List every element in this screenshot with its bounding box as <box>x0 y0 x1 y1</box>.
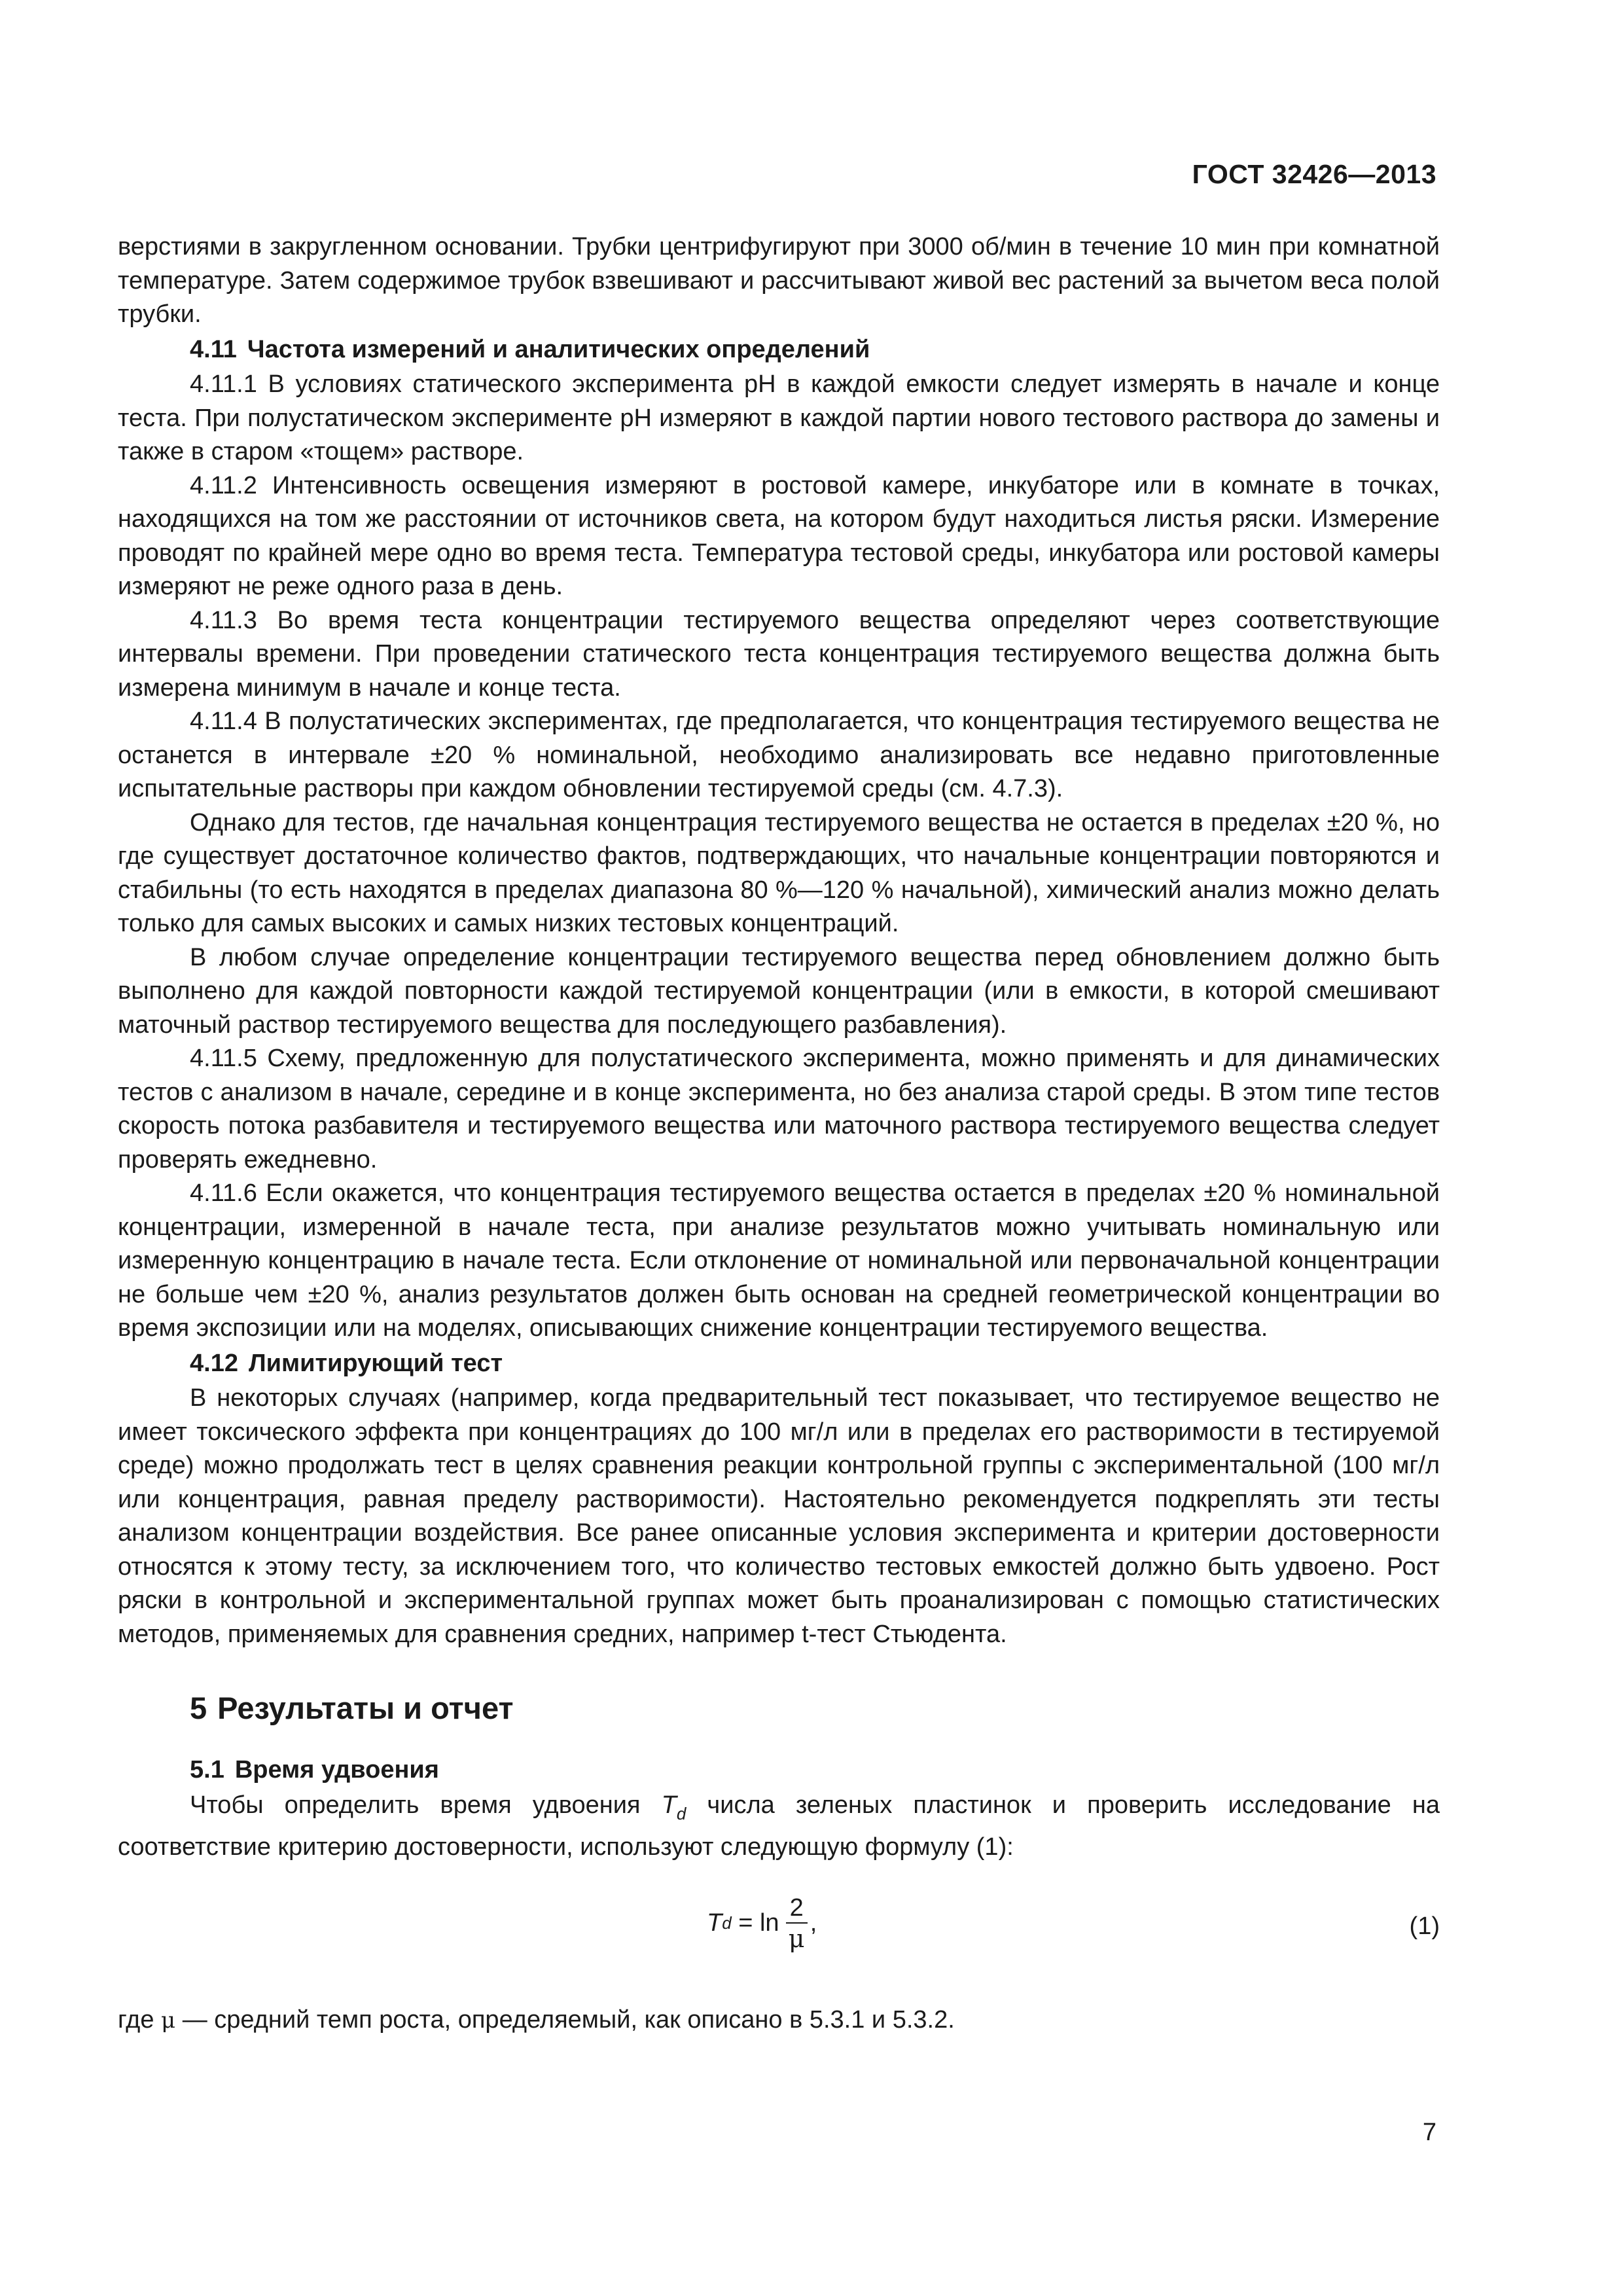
section-title: Лимитирующий тест <box>248 1349 503 1377</box>
page-number: 7 <box>1422 2119 1436 2146</box>
paragraph-4-11-2: 4.11.2 Интенсивность освещения измеряют в ростовой камере, инкубаторе или в комнате в точках, находящихся на том же расстоянии от источников света, на котором будут находиться листья ряски. Измерение проводят по крайней мере одно во время теста. Температура тестовой среды, инкубатора или ростовой камеры измеряют не реже одного раза в день. <box>118 471 1440 600</box>
document-body <box>118 230 1440 2037</box>
paragraph-continued: верстиями в закругленном основании. Трубки центрифугируют при 3000 об/мин в течение 10 мин при комнатной температуре. Затем содержимое трубок взвешивают и рассчитывают живой вес растений за вычетом веса полой трубки. <box>118 233 1440 328</box>
section-number: 5.1 <box>190 1756 224 1784</box>
document-header: ГОСТ 32426—2013 <box>1192 159 1436 189</box>
paragraph-4-11-1: 4.11.1 В условиях статического эксперимента pH в каждой емкости следует измерять в начале и конце теста. При полустатическом эксперименте pH измеряют в каждой партии нового тестового раствора до замены и также в старом «тощем» растворе. <box>118 370 1440 465</box>
paragraph-where <box>118 2003 1440 2038</box>
subscript-d: d <box>676 1803 687 1823</box>
formula-equals-ln: = ln <box>731 1909 779 1937</box>
section-number: 4.12 <box>190 1349 238 1377</box>
section-title: Частота измерений и аналитических определений <box>247 335 870 363</box>
section-heading-4-12 <box>118 1347 1440 1381</box>
paragraph-4-11-3: 4.11.3 Во время теста концентрации тестируемого вещества определяют через соответствующие интервалы времени. При проведении статического теста концентрация тестируемого вещества должна быть измерена минимум в начале и конце теста. <box>118 606 1440 702</box>
formula-denominator: μ <box>788 1924 805 1953</box>
paragraph-4-11-6: 4.11.6 Если окажется, что концентрация тестируемого вещества остается в пределах ±20 % номинальной концентрации, измеренной в начале теста, при анализе результатов можно учитывать номинальную или измеренную концентрацию в начале теста. Если отклонение от номинальной или первоначальной концентрации не больше чем ±20 %, анализ результатов должен быть основан на средней геометрической концентрации во время экспозиции или на моделях, описывающих снижение концентрации тестируемого вещества. <box>118 1179 1440 1342</box>
section-number: 4.11 <box>190 335 237 363</box>
section-heading-4-11 <box>118 333 1440 367</box>
paragraph-4-11-5: 4.11.5 Схему, предложенную для полустатического эксперимента, можно применять и для динамических тестов с анализом в начале, середине и в конце эксперимента, но без анализа старой среды. В этом типе тестов скорость потока разбавителя и тестируемого вещества или маточного раствора тестируемого вещества следует проверять ежедневно. <box>118 1045 1440 1174</box>
chapter-title: Результаты и отчет <box>217 1691 514 1725</box>
section-heading-5-1 <box>118 1753 1440 1787</box>
equation-number: (1) <box>1409 1912 1440 1940</box>
text-run: — средний темп роста, определяемый, как описано в 5.3.1 и 5.3.2. <box>175 2005 955 2034</box>
formula-fraction <box>786 1893 808 1954</box>
paragraph-4-11-4-c: В любом случае определение концентрации тестируемого вещества перед обновлением должно быть выполнено для каждой повторности каждой тестируемой концентрации (или в емкости, в которой смешивают маточный раствор тестируемого вещества для последующего разбавления). <box>118 943 1440 1039</box>
section-title: Время удвоения <box>234 1756 439 1784</box>
paragraph-4-12: В некоторых случаях (например, когда предварительный тест показывает, что тестируемое вещество не имеет токсического эффекта при концентрациях до 100 мг/л или в пределах его растворимости в тестируемой среде) можно продолжать тест в целях сравнения реакции контрольной группы с экспериментальной (100 мг/л или концентрация, равная пределу растворимости). Настоятельно рекомендуется подкреплять эти тесты анализом концентрации воздействия. Все ранее описанные условия эксперимента и критерии достоверности относятся к этому тесту, за исключением того, что количество тестовых емкостей должно быть удвоено. Рост ряски в контрольной и экспериментальной группах может быть проанализирован с помощью статистических методов, применяемых для сравнения средних, например t-тест Стьюдента. <box>118 1384 1440 1648</box>
formula-comma: , <box>810 1909 817 1937</box>
formula-expression <box>707 1893 817 1954</box>
formula-numerator: 2 <box>786 1893 808 1924</box>
paragraph-4-11-4-b: Однако для тестов, где начальная концентрация тестируемого вещества не остается в пределах ±20 %, но где существует достаточное количество фактов, подтверждающих, что начальные концентрации повторяются и стабильны (то есть находятся в пределах диапазона 80 %—120 % начальной), химический анализ можно делать только для самых высоких и самых низких тестовых концентраций. <box>118 808 1440 937</box>
text-run: где <box>118 2005 162 2034</box>
formula-T: T <box>707 1909 722 1937</box>
symbol-T: T <box>661 1791 677 1819</box>
text-run: числа зеленых пластинок и проверить исследование на соответствие критерию достоверности, используют следующую формулу (1): <box>118 1791 1440 1861</box>
paragraph-5-1 <box>118 1789 1440 1865</box>
formula-1 <box>118 1879 1440 1977</box>
formula-subscript-d: d <box>722 1912 732 1933</box>
symbol-mu: μ <box>161 2007 176 2034</box>
chapter-heading-5 <box>118 1689 1440 1727</box>
chapter-number: 5 <box>190 1691 207 1725</box>
paragraph-4-11-4: 4.11.4 В полустатических экспериментах, где предполагается, что концентрация тестируемого вещества не останется в интервале ±20 % номинальной, необходимо анализировать все недавно приготовленные испытательные растворы при каждом обновлении тестируемой среды (см. 4.7.3). <box>118 708 1440 802</box>
text-run: Чтобы определить время удвоения <box>190 1791 662 1819</box>
